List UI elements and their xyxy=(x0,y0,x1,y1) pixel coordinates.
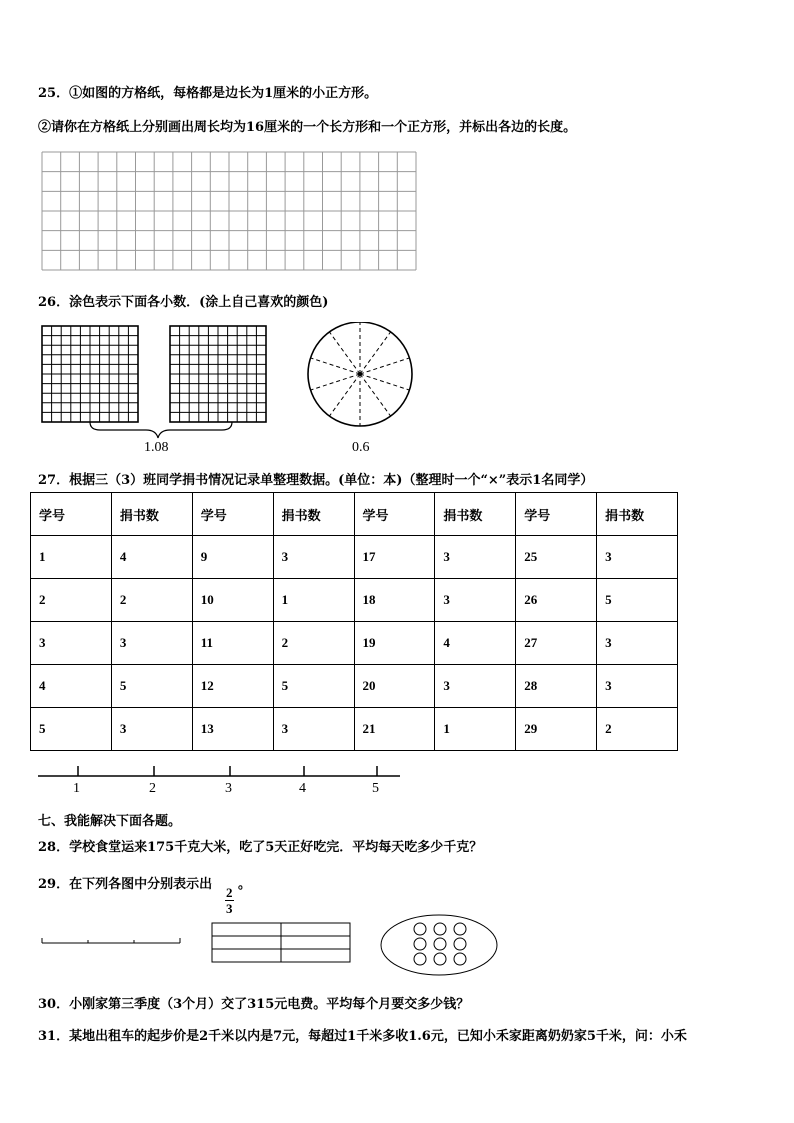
table-cell: 28 xyxy=(516,665,597,708)
label-0-6: 0.6 xyxy=(352,440,370,455)
table-cell: 18 xyxy=(354,579,435,622)
q25-line2: ②请你在方格纸上分别画出周长均为16厘米的一个长方形和一个正方形，并标出各边的长度。 xyxy=(38,120,577,135)
table-cell: 29 xyxy=(516,708,597,751)
axis-label: 2 xyxy=(149,781,156,796)
axis-label: 4 xyxy=(299,781,306,796)
q26-figures xyxy=(38,322,418,458)
donation-table xyxy=(30,492,678,751)
table-cell: 20 xyxy=(354,665,435,708)
table-row xyxy=(31,622,678,665)
table-cell: 3 xyxy=(597,665,678,708)
table-cell: 19 xyxy=(354,622,435,665)
table-cell: 3 xyxy=(31,622,112,665)
q29-prefix: 29．在下列各图中分别表示出 xyxy=(38,877,213,892)
divided-circle xyxy=(308,322,412,426)
header-cell: 学号 xyxy=(31,493,112,536)
header-cell: 捐书数 xyxy=(111,493,192,536)
axis-label: 1 xyxy=(73,781,80,796)
fraction-numerator: 2 xyxy=(226,885,233,900)
table-cell: 1 xyxy=(435,708,516,751)
label-1-08: 1.08 xyxy=(144,440,169,455)
q30-text: 30．小刚家第三季度（3个月）交了315元电费。平均每个月要交多少钱？ xyxy=(38,997,470,1012)
table-cell: 3 xyxy=(273,708,354,751)
table-cell: 2 xyxy=(111,579,192,622)
table-cell: 3 xyxy=(597,622,678,665)
axis-label: 3 xyxy=(225,781,232,796)
header-cell: 捐书数 xyxy=(597,493,678,536)
hundred-square-2 xyxy=(170,326,266,422)
segment-line xyxy=(42,938,180,943)
section-heading: 七、我能解决下面各题。 xyxy=(38,814,182,829)
table-cell: 3 xyxy=(435,579,516,622)
table-cell: 3 xyxy=(273,536,354,579)
table-cell: 25 xyxy=(516,536,597,579)
table-cell: 3 xyxy=(435,536,516,579)
table-cell: 5 xyxy=(31,708,112,751)
table-cell: 4 xyxy=(435,622,516,665)
ellipse-with-circles xyxy=(381,915,497,975)
table-cell: 4 xyxy=(111,536,192,579)
table-cell: 4 xyxy=(31,665,112,708)
table-cell: 12 xyxy=(192,665,273,708)
table-cell: 1 xyxy=(31,536,112,579)
table-cell: 11 xyxy=(192,622,273,665)
q25-line1: 25．①如图的方格纸，每格都是边长为1厘米的小正方形。 xyxy=(38,86,378,101)
table-row xyxy=(31,579,678,622)
table-cell: 9 xyxy=(192,536,273,579)
q29-figures xyxy=(40,912,510,980)
table-header-row xyxy=(31,493,678,536)
grid-paper xyxy=(40,150,420,274)
q31-text: 31．某地出租车的起步价是2千米以内是7元，每超过1千米多收1.6元，已知小禾家距离奶奶家5千米，问：小禾 xyxy=(38,1029,687,1044)
table-cell: 2 xyxy=(273,622,354,665)
fraction-denominator: 3 xyxy=(226,901,233,916)
q27-text: 27．根据三（3）班同学捐书情况记录单整理数据。(单位：本)（整理时一个“×”表示1名同学） xyxy=(38,473,594,488)
table-cell: 2 xyxy=(31,579,112,622)
header-cell: 捐书数 xyxy=(435,493,516,536)
rectangle-grid xyxy=(212,923,350,962)
table-cell: 2 xyxy=(597,708,678,751)
table-row xyxy=(31,708,678,751)
header-cell: 学号 xyxy=(192,493,273,536)
table-cell: 17 xyxy=(354,536,435,579)
table-cell: 1 xyxy=(273,579,354,622)
header-cell: 捐书数 xyxy=(273,493,354,536)
table-cell: 27 xyxy=(516,622,597,665)
header-cell: 学号 xyxy=(354,493,435,536)
q26-text: 26．涂色表示下面各小数．(涂上自己喜欢的颜色) xyxy=(38,295,329,310)
brace xyxy=(90,422,232,438)
tally-axis xyxy=(38,760,404,782)
table-row xyxy=(31,536,678,579)
table-cell: 3 xyxy=(435,665,516,708)
q28-text: 28．学校食堂运来175千克大米，吃了5天正好吃完．平均每天吃多少千克？ xyxy=(38,840,483,855)
table-cell: 10 xyxy=(192,579,273,622)
table-cell: 3 xyxy=(597,536,678,579)
table-cell: 5 xyxy=(111,665,192,708)
table-row xyxy=(31,665,678,708)
table-cell: 13 xyxy=(192,708,273,751)
q29-suffix: 。 xyxy=(238,877,252,892)
table-cell: 26 xyxy=(516,579,597,622)
header-cell: 学号 xyxy=(516,493,597,536)
table-cell: 5 xyxy=(597,579,678,622)
table-cell: 3 xyxy=(111,708,192,751)
table-cell: 21 xyxy=(354,708,435,751)
hundred-square-1 xyxy=(42,326,138,422)
axis-label: 5 xyxy=(372,781,379,796)
table-cell: 3 xyxy=(111,622,192,665)
table-cell: 5 xyxy=(273,665,354,708)
